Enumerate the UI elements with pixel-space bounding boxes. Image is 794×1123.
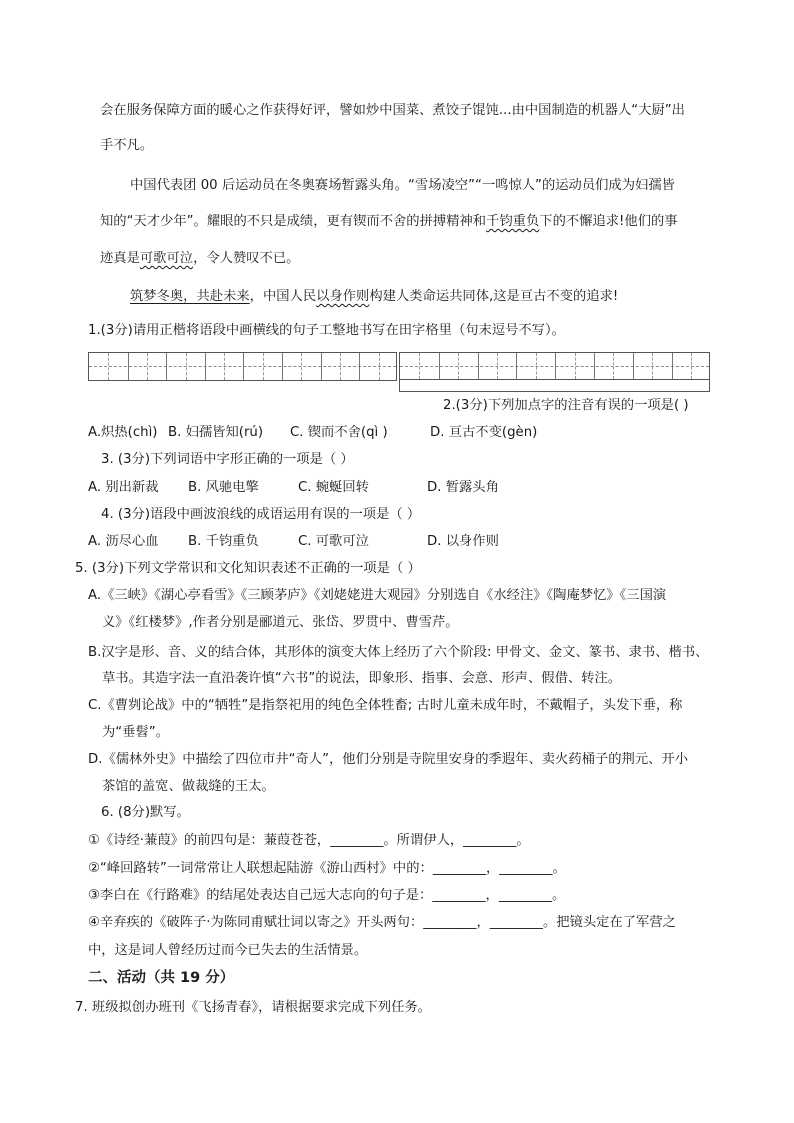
q2-option-d[interactable]: D. 亘古不变(gèn)	[430, 425, 538, 440]
grid-cell-divider	[186, 353, 187, 380]
grid-cell-divider	[243, 353, 244, 380]
grid-cell-divider	[633, 353, 634, 379]
q4-option-a[interactable]: A. 沥尽心血	[88, 534, 159, 549]
passage-p2-line-3	[100, 251, 299, 267]
q6-item-1[interactable]: ①《诗经·蒹葭》的前四句是：蒹葭苍苍，________。所谓伊人，________。	[88, 833, 530, 848]
grid-cell-divider	[516, 353, 517, 379]
text-span: 知的“天才少年”。耀眼的不只是成绩，更有锲而不舍的拼搏精神和	[100, 214, 487, 229]
grid-cell-divider	[282, 353, 283, 380]
grid-cell-divider	[321, 353, 322, 380]
grid-cell-divider	[555, 353, 556, 379]
q6-item-2[interactable]: ②“峰回路转”一词常常让人联想起陆游《游山西村》中的：________，________。	[88, 861, 566, 876]
question-6: 6. (8分)默写。	[101, 805, 190, 820]
writing-grid-left[interactable]	[88, 352, 397, 381]
grid-cell-divider	[224, 353, 225, 380]
grid-cell-divider	[419, 353, 420, 379]
section-2-title: 二、活动（共 19 分）	[88, 970, 235, 986]
grid-cell-divider	[108, 353, 109, 380]
grid-cell-divider	[166, 353, 167, 380]
wavy-idiom-kege: 可歌可泣	[139, 251, 194, 266]
grid-cell-divider	[359, 353, 360, 380]
q5-option-a-line-1[interactable]: A.《三峡》《湖心亭看雪》《三顾茅庐》《刘姥姥进大观园》分别选自《水经注》《陶庵梦忆》《三国演	[88, 588, 667, 603]
passage-line-2: 手不凡。	[100, 138, 154, 153]
q5-option-c-line-2: 为“垂髫”。	[102, 725, 169, 740]
grid-cell-divider	[458, 353, 459, 379]
q3-option-c[interactable]: C. 蜿蜒回转	[298, 480, 369, 495]
text-span: ，令人赞叹不已。	[193, 251, 300, 266]
wavy-idiom-yishen: 以身作则	[316, 289, 370, 304]
q3-option-a[interactable]: A. 别出新裁	[88, 480, 159, 495]
passage-line-1: 会在服务保障方面的暖心之作获得好评，譬如炒中国菜、煮饺子馄饨...由中国制造的机器人“大厨”出	[100, 103, 685, 118]
grid-cell-divider	[147, 353, 148, 380]
underlined-sentence: 筑梦冬奥，共赴未来	[130, 289, 250, 304]
question-1: 1.(3分)请用正楷将语段中画横线的句子工整地书写在田字格里（句末逗号不写）。	[88, 323, 565, 338]
q6-item-3[interactable]: ③李白在《行路难》的结尾处表达自己远大志向的句子是：________，________。	[88, 888, 566, 903]
question-3: 3. (3分)下列词语中字形正确的一项是（ ）	[101, 452, 354, 467]
grid-cell-divider	[379, 353, 380, 380]
q4-option-c[interactable]: C. 可歌可泣	[298, 534, 369, 549]
q5-option-c-line-1[interactable]: C.《曹刿论战》中的“牺牲”是指祭祀用的纯色全体牲畜; 古时儿童未成年时，不戴帽子，头发下垂，称	[88, 698, 683, 713]
q2-option-b[interactable]: B. 妇孺皆知(rú)	[168, 425, 264, 440]
q2-option-c[interactable]: C. 锲而不舍(qì )	[290, 425, 388, 440]
passage-p2-line-1: 中国代表团 00 后运动员在冬奥赛场暂露头角。“雪场凌空”“一鸣惊人”的运动员们成为妇孺皆	[130, 178, 675, 193]
text-span: 下的不懈追求!他们的事	[539, 214, 678, 229]
grid-cell-divider	[128, 353, 129, 380]
q5-option-d-line-2: 茶馆的盖宽、做裁缝的王太。	[102, 779, 275, 794]
question-7: 7. 班级拟创办班刊《飞扬青春》，请根据要求完成下列任务。	[75, 1000, 431, 1015]
passage-p2-line-2	[100, 214, 678, 230]
q4-option-d[interactable]: D. 以身作则	[427, 534, 499, 549]
writing-grid-right[interactable]	[399, 352, 710, 392]
q5-option-d-line-1[interactable]: D.《儒林外史》中描绘了四位市井“奇人”，他们分别是寺院里安身的季遐年、卖火药桶子的荆元、开小	[88, 752, 689, 767]
question-5: 5. (3分)下列文学常识和文化知识表述不正确的一项是（ ）	[75, 561, 421, 576]
grid-bottomline	[400, 379, 709, 380]
question-4: 4. (3分)语段中画波浪线的成语运用有误的一项是（ ）	[101, 507, 421, 522]
grid-cell-divider	[613, 353, 614, 379]
grid-cell-divider	[301, 353, 302, 380]
grid-cell-divider	[594, 353, 595, 379]
q5-option-b-line-2: 草书。其造字法一直沿袭许慎“六书”的说法，即象形、指事、会意、形声、假借、转注。	[102, 671, 622, 686]
question-2: 2.(3分)下列加点字的注音有误的一项是( )	[443, 398, 689, 413]
q5-option-a-line-2: 义》《红楼梦》,作者分别是郦道元、张岱、罗贯中、曹雪芹。	[102, 615, 459, 630]
grid-cell-divider	[439, 353, 440, 379]
q3-option-b[interactable]: B. 风驰电擎	[188, 480, 259, 495]
grid-cell-divider	[691, 353, 692, 379]
grid-cell-divider	[672, 353, 673, 379]
wavy-idiom-qianjun: 千钧重负	[486, 214, 540, 229]
grid-cell-divider	[478, 353, 479, 379]
q5-option-b-line-1[interactable]: B.汉字是形、音、义的结合体，其形体的演变大体上经历了六个阶段: 甲骨文、金文、篆书、隶书、楷书、	[88, 645, 709, 660]
grid-cell-divider	[340, 353, 341, 380]
q3-option-d[interactable]: D. 暂露头角	[427, 480, 499, 495]
q2-option-a[interactable]: A.炽热(chì)	[88, 425, 158, 440]
q6-item-4-line-1[interactable]: ④辛弃疾的《破阵子·为陈同甫赋壮词以寄之》开头两句：________，________。把镜头定在了军营之	[88, 915, 676, 930]
grid-cell-divider	[497, 353, 498, 379]
q6-item-4-line-2: 中，这是词人曾经历过而今已失去的生活情景。	[88, 943, 368, 958]
text-span: 构建人类命运共同体,这是亘古不变的追求!	[369, 289, 619, 304]
passage-p3-line	[130, 289, 618, 305]
grid-cell-divider	[536, 353, 537, 379]
q4-option-b[interactable]: B. 千钧重负	[188, 534, 259, 549]
grid-cell-divider	[652, 353, 653, 379]
text-span: 迹真是	[100, 251, 140, 266]
grid-cell-divider	[263, 353, 264, 380]
text-span: ，中国人民	[249, 289, 317, 304]
grid-cell-divider	[205, 353, 206, 380]
grid-cell-divider	[575, 353, 576, 379]
